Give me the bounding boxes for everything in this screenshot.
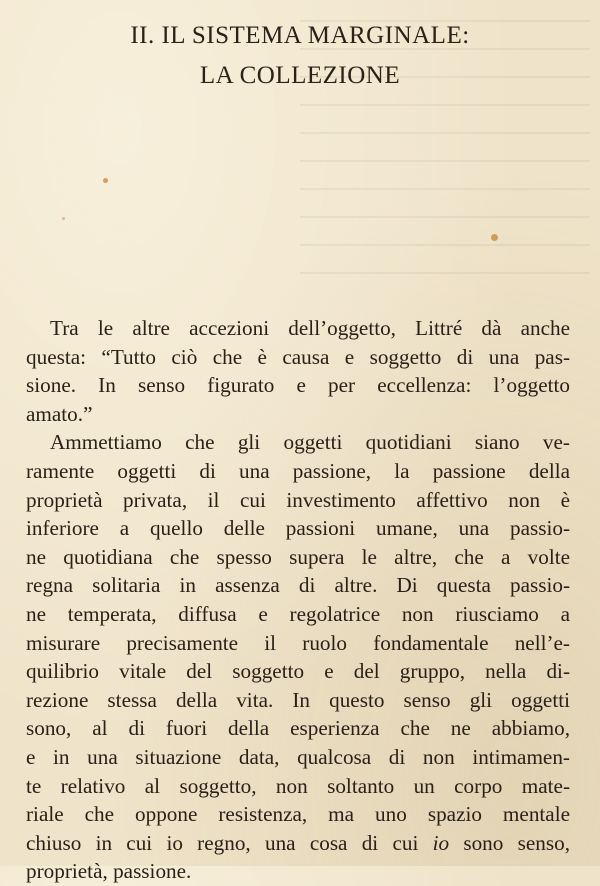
text-line: Ammettiamo che gli oggetti quotidiani siano ve- bbox=[50, 430, 570, 455]
italic-word: io bbox=[432, 830, 450, 855]
text-line: misurare precisamente il ruolo fondamentale nell’e- bbox=[26, 630, 570, 655]
text-line: amato.” bbox=[26, 401, 93, 426]
text-line: sione. In senso figurato e per eccellenza: l’oggetto bbox=[26, 373, 570, 398]
text-line: quilibrio vitale del soggetto e del gruppo, nella di- bbox=[26, 659, 570, 684]
text-line: proprietà, passione. bbox=[26, 859, 192, 884]
paper-speck bbox=[103, 178, 108, 183]
text-line: proprietà privata, il cui investimento affettivo non è bbox=[26, 487, 570, 512]
chapter-heading-line2: LA COLLEZIONE bbox=[199, 62, 401, 89]
text-line: te relativo al soggetto, non soltanto un corpo mate- bbox=[26, 773, 570, 798]
text-line: ne temperata, diffusa e regolatrice non riusciamo a bbox=[26, 601, 570, 626]
text-line: regna solitaria in assenza di altre. Di questa passio- bbox=[26, 573, 570, 598]
text-segment: chiuso in cui io regno, una cosa di cui bbox=[26, 830, 419, 855]
chapter-heading-line1: II. IL SISTEMA MARGINALE: bbox=[130, 22, 470, 49]
paper-speck bbox=[62, 217, 65, 220]
text-line: riale che oppone resistenza, ma uno spazio mentale bbox=[26, 802, 570, 827]
body-text bbox=[26, 314, 570, 886]
text-line: rezione stessa della vita. In questo senso gli oggetti bbox=[26, 687, 570, 712]
text-line: questa: “Tutto ciò che è causa e soggetto di una pas- bbox=[26, 344, 570, 369]
text-segment: sono senso, bbox=[449, 830, 571, 855]
text-line: Tra le altre accezioni dell’oggetto, Littré dà anche bbox=[50, 316, 570, 340]
text-line-with-italic bbox=[26, 829, 570, 858]
text-line: e in una situazione data, qualcosa di non intimamen- bbox=[26, 744, 570, 769]
text-line: ramente oggetti di una passione, la passione della bbox=[26, 458, 570, 483]
text-line: inferiore a quello delle passioni umane, una passio- bbox=[26, 516, 570, 541]
paper-speck bbox=[491, 234, 498, 241]
text-line: ne quotidiana che spesso supera le altre, che a volte bbox=[26, 544, 570, 569]
text-line: sono, al di fuori della esperienza che ne abbiamo, bbox=[26, 716, 570, 741]
